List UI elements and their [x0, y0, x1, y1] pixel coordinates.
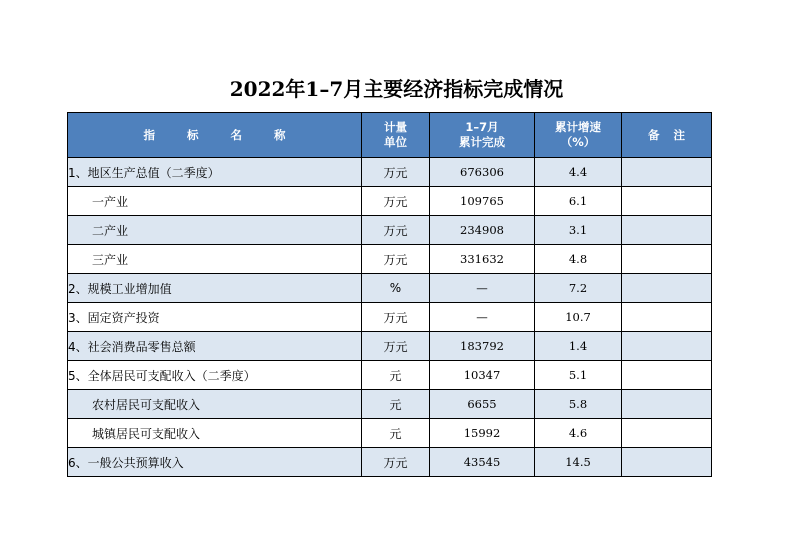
indicator-name: 5、全体居民可支配收入（二季度） — [68, 361, 362, 390]
indicator-name: 城镇居民可支配收入 — [68, 419, 362, 448]
growth-rate-cell: 6.1 — [535, 187, 622, 216]
cumulative-value-cell: 234908 — [430, 216, 535, 245]
note-cell — [622, 361, 712, 390]
indicator-name: 3、固定资产投资 — [68, 303, 362, 332]
unit-cell: 万元 — [362, 448, 430, 477]
note-cell — [622, 448, 712, 477]
unit-cell: 元 — [362, 390, 430, 419]
indicator-name: 一产业 — [68, 187, 362, 216]
growth-rate-cell: 5.8 — [535, 390, 622, 419]
cumulative-value-cell: 43545 — [430, 448, 535, 477]
header-unit: 计量 单位 — [362, 113, 430, 158]
cumulative-value-cell: 183792 — [430, 332, 535, 361]
indicator-name: 2、规模工业增加值 — [68, 274, 362, 303]
growth-rate-cell: 1.4 — [535, 332, 622, 361]
indicator-name: 1、地区生产总值（二季度） — [68, 158, 362, 187]
note-cell — [622, 274, 712, 303]
indicator-name: 6、一般公共预算收入 — [68, 448, 362, 477]
table-row — [68, 361, 712, 390]
growth-rate-cell: 4.8 — [535, 245, 622, 274]
unit-cell: 万元 — [362, 216, 430, 245]
note-cell — [622, 390, 712, 419]
note-cell — [622, 187, 712, 216]
table-row — [68, 216, 712, 245]
cumulative-value-cell: 331632 — [430, 245, 535, 274]
table-row — [68, 274, 712, 303]
unit-cell: 万元 — [362, 332, 430, 361]
document-title: 2022年1–7月主要经济指标完成情况 — [229, 77, 564, 101]
unit-cell: 万元 — [362, 158, 430, 187]
table-row — [68, 303, 712, 332]
table-row — [68, 187, 712, 216]
cumulative-value-cell: 6655 — [430, 390, 535, 419]
table-row — [68, 332, 712, 361]
cumulative-value-cell: 15992 — [430, 419, 535, 448]
unit-cell: 万元 — [362, 187, 430, 216]
cumulative-value-cell: — — [430, 303, 535, 332]
growth-rate-cell: 4.6 — [535, 419, 622, 448]
unit-cell: 元 — [362, 361, 430, 390]
indicator-name: 农村居民可支配收入 — [68, 390, 362, 419]
cumulative-value-cell: — — [430, 274, 535, 303]
indicator-name: 4、社会消费品零售总额 — [68, 332, 362, 361]
note-cell — [622, 332, 712, 361]
growth-rate-cell: 10.7 — [535, 303, 622, 332]
unit-cell: 万元 — [362, 245, 430, 274]
note-cell — [622, 245, 712, 274]
growth-rate-cell: 14.5 — [535, 448, 622, 477]
growth-rate-cell: 4.4 — [535, 158, 622, 187]
header-growth-rate: 累计增速 （%） — [535, 113, 622, 158]
note-cell — [622, 158, 712, 187]
indicator-name: 三产业 — [68, 245, 362, 274]
growth-rate-cell: 5.1 — [535, 361, 622, 390]
cumulative-value-cell: 10347 — [430, 361, 535, 390]
note-cell — [622, 303, 712, 332]
table-row — [68, 448, 712, 477]
note-cell — [622, 419, 712, 448]
table-row — [68, 158, 712, 187]
table-row — [68, 245, 712, 274]
indicator-name: 二产业 — [68, 216, 362, 245]
growth-rate-cell: 3.1 — [535, 216, 622, 245]
table-row — [68, 419, 712, 448]
unit-cell: % — [362, 274, 430, 303]
cumulative-value-cell: 109765 — [430, 187, 535, 216]
growth-rate-cell: 7.2 — [535, 274, 622, 303]
unit-cell: 元 — [362, 419, 430, 448]
unit-cell: 万元 — [362, 303, 430, 332]
header-note: 备 注 — [622, 113, 712, 158]
indicators-table — [67, 112, 712, 477]
header-indicator: 指 标 名 称 — [68, 113, 362, 158]
note-cell — [622, 216, 712, 245]
table-header-row — [68, 113, 712, 158]
header-cumulative-completed: 1–7月 累计完成 — [430, 113, 535, 158]
cumulative-value-cell: 676306 — [430, 158, 535, 187]
table-row — [68, 390, 712, 419]
